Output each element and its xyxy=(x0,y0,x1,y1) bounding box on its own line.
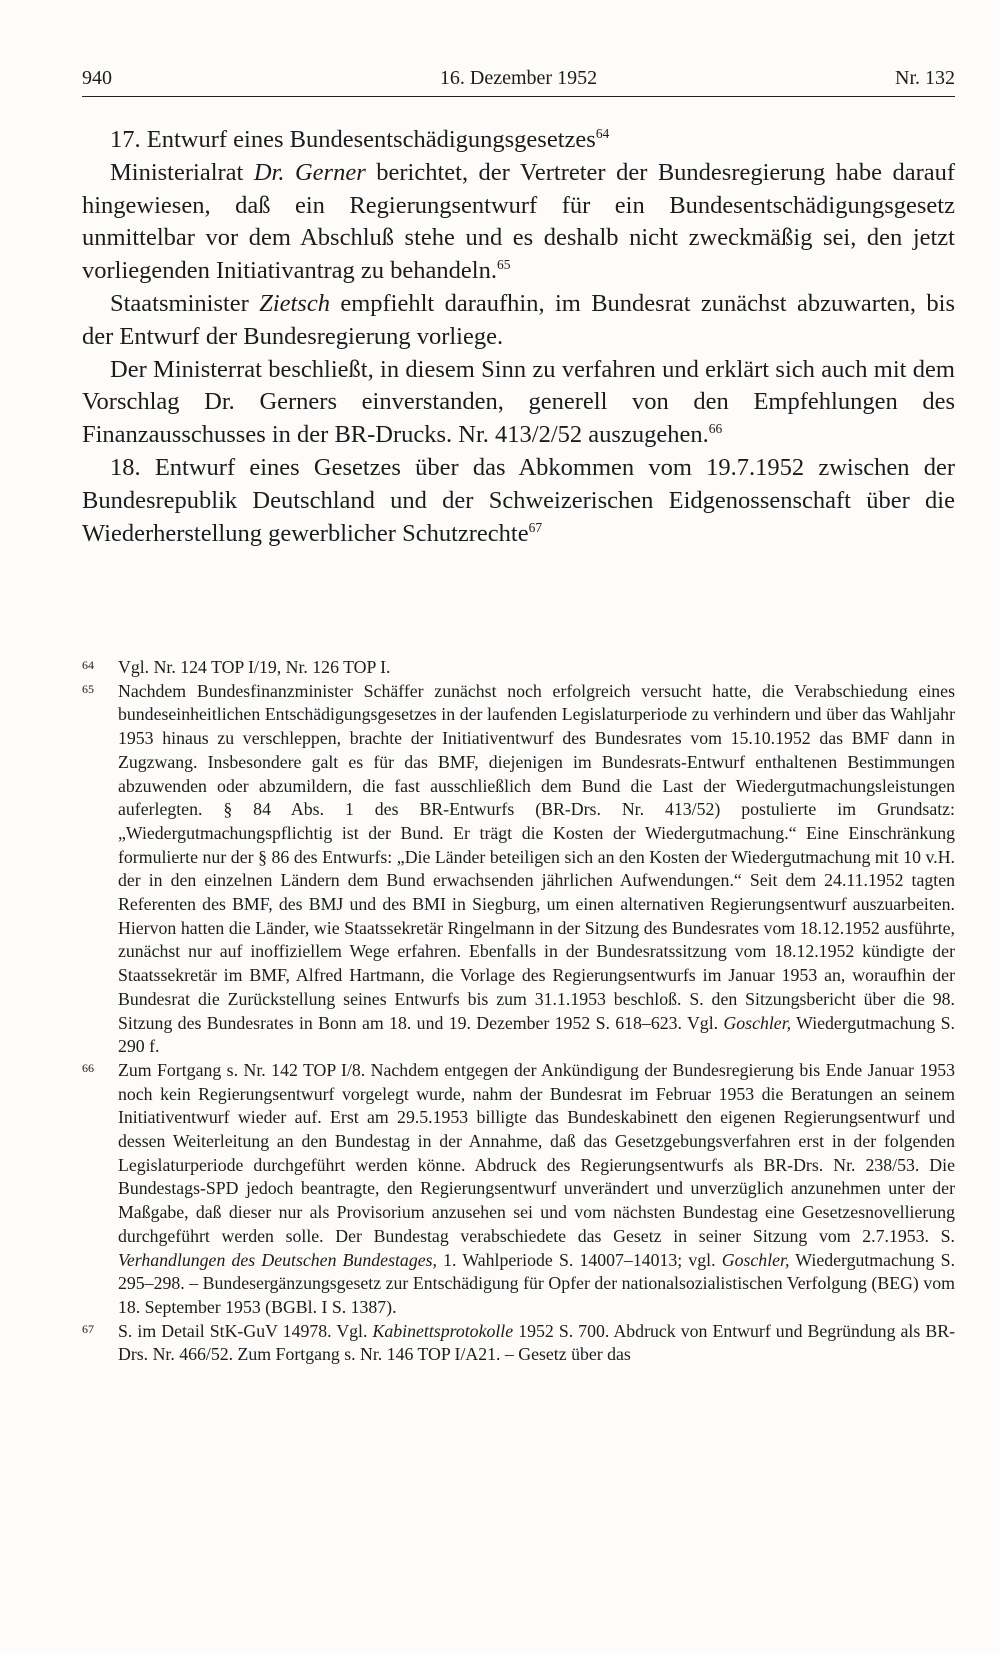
paragraph-gerner-text-a: Ministerialrat xyxy=(110,158,254,186)
header-date: 16. Dezember 1952 xyxy=(439,67,598,89)
footnote-text: Wiedergutmachung S. 290 f. xyxy=(118,1012,955,1057)
footnote-67 xyxy=(82,1320,955,1367)
footnote-ref-67: 67 xyxy=(528,519,543,535)
paragraph-zietsch xyxy=(82,288,955,354)
item-17-title: 17. Entwurf eines Bundesentschädigungsgesetzes xyxy=(110,126,596,153)
running-header xyxy=(82,58,955,98)
footnote-64 xyxy=(82,656,955,680)
item-17-heading xyxy=(82,124,955,157)
footnote-text: 1. Wahlperiode S. 14007–14013; vgl. xyxy=(436,1249,722,1270)
speaker-name-zietsch: Zietsch xyxy=(259,289,330,317)
footnote-number: 65 xyxy=(82,681,94,696)
footnote-66 xyxy=(82,1059,955,1320)
paragraph-zietsch-text-b: empfiehlt daraufhin, im Bundesrat zunächst abzuwarten, bis der Entwurf der Bundesregierung vorliege. xyxy=(82,289,955,350)
footnote-ref-65: 65 xyxy=(496,257,511,273)
page-number: 940 xyxy=(82,67,112,89)
paragraph-decision xyxy=(82,354,955,452)
item-18-heading xyxy=(82,452,955,550)
header-rule xyxy=(82,96,955,97)
footnote-citation-italic: Goschler, xyxy=(721,1249,790,1270)
footnote-citation-italic: Kabinettsprotokolle xyxy=(372,1320,514,1341)
footnote-text: Wiedergutmachung S. 295–298. – Bundesergänzungsgesetz zur Entschädigung für Opfer der nationalsozialistischen Verfolgung (BEG) vom 18. September 1953 (BGBl. I S. 1387). xyxy=(118,1249,956,1317)
main-text xyxy=(82,124,955,550)
footnote-ref-66: 66 xyxy=(708,421,723,437)
paragraph-decision-text: Der Ministerrat beschließt, in diesem Sinn zu verfahren und erklärt sich auch mit dem Vorschlag Dr. Gerners einverstanden, generell von den Empfehlungen des Finanzausschusses in der BR-Drucks. Nr. 413/2/52 auszugehen. xyxy=(82,355,955,449)
footnote-text: 1952 S. 700. Abdruck von Entwurf und Begründung als BR-Drs. Nr. 466/52. Zum Fortgang s. Nr. 146 TOP I/A21. – Gesetz über das xyxy=(118,1320,955,1365)
footnote-65 xyxy=(82,680,955,1059)
footnotes xyxy=(82,656,955,1367)
item-18-title: 18. Entwurf eines Gesetzes über das Abkommen vom 19.7.1952 zwischen der Bundesrepublik Deutschland und der Schweizerischen Eidgenossenschaft über die Wiederherstellung gewerblicher Schutzrechte xyxy=(82,453,955,547)
speaker-name-gerner: Gerner xyxy=(294,158,366,186)
header-issue: Nr. 132 xyxy=(895,67,955,89)
footnote-citation-italic: Goschler, xyxy=(723,1012,792,1033)
paragraph-zietsch-text-a: Staatsminister xyxy=(110,289,260,317)
footnote-number: 64 xyxy=(82,658,94,672)
footnote-text: Zum Fortgang s. Nr. 142 TOP I/8. Nachdem entgegen der Ankündigung der Bundesregierung bis Ende Januar 1953 noch kein Regierungsentwurf vorgelegt wurde, nahm der Bundesrat im Februar 1953 die Beratungen an seinem Initiativentwurf wieder auf. Erst am 29.5.1953 billigte das Bundeskabinett den eigenen Regierungsentwurf und dessen Weiterleitung an den Bundestag in der Annahme, daß das Gesetzgebungsverfahren erst in der folgenden Legislaturperiode durchgeführt werden könne. Abdruck des Regierungsentwurfs als BR-Drs. Nr. 238/53. Die Bundestags-SPD jedoch beantragte, den Regierungsentwurf unverändert und unverzüglich anzunehmen unter der Maßgabe, daß dieser nur als Provisorium anzusehen sei und vom nächsten Bundestag eine Gesetzesnovellierung durchgeführt werden solle. Der Bundestag verabschiedete das Gesetz in seiner Sitzung vom 2.7.1953. S. xyxy=(118,1059,955,1246)
footnote-text: Nachdem Bundesfinanzminister Schäffer zunächst noch erfolgreich versucht hatte, die Verabschiedung eines bundeseinheitlichen Entschädigungsgesetzes in der laufenden Legislaturperiode zu verhindern und über das Wahljahr 1953 hinaus zu verschleppen, brachte der Initiativentwurf des Bundesrates vom 15.10.1952 das BMF dann in Zugzwang. Insbesondere galt es für das BMF, diejenigen im Bundesrats-Entwurf enthaltenen Bestimmungen abzuwenden oder abzumildern, die fast ausschließlich dem Bund die Last der Wiedergutmachungsleistungen auferlegten. § 84 Abs. 1 des BR-Entwurfs (BR-Drs. Nr. 413/52) postulierte im Grundsatz: „Wiedergutmachungspflichtig ist der Bund. Er trägt die Kosten der Wiedergutmachung.“ Eine Einschränkung formulierte nur der § 86 des Entwurfs: „Die Länder beteiligen sich an den Kosten der Wiedergutmachung mit 10 v.H. der in den einzelnen Ländern dem Bund erwachsenden jährlichen Aufwendungen.“ Seit dem 24.11.1952 tagten Referenten des BMF, des BMJ und des BMI in Siegburg, um einen alternativen Regierungsentwurf auszuarbeiten. Hiervon hatten die Länder, wie Staatssekretär Ringelmann in der Sitzung des Bundesrates vom 18.12.1952 ausführte, zunächst nur auf inoffiziellem Wege erfahren. Ebenfalls in der Bundesratssitzung vom 18.12.1952 kündigte der Staatssekretär im BMF, Alfred Hartmann, die Vorlage des Regierungsentwurfs im Januar 1953 an, woraufhin der Bundesrat die Zurückstellung seines Entwurfs bis zum 31.1.1953 beschloß. S. den Sitzungsbericht über die 98. Sitzung des Bundesrates in Bonn am 18. und 19. Dezember 1952 S. 618–623. Vgl. xyxy=(118,680,955,1033)
paragraph-gerner xyxy=(82,157,955,288)
footnote-text: S. im Detail StK-GuV 14978. Vgl. xyxy=(118,1320,373,1341)
footnote-ref-64: 64 xyxy=(595,125,610,141)
speaker-title: Dr. xyxy=(253,158,295,186)
footnote-number: 67 xyxy=(82,1321,94,1336)
footnote-citation-italic: Verhandlungen des Deutschen Bundestages, xyxy=(118,1249,437,1270)
footnote-number: 66 xyxy=(82,1060,94,1075)
footnote-text: Vgl. Nr. 124 TOP I/19, Nr. 126 TOP I. xyxy=(118,657,391,677)
paragraph-gerner-text-b: berichtet, der Vertreter der Bundesregierung habe darauf hingewiesen, daß ein Regierungsentwurf für ein Bundesentschädigungsgesetz unmittelbar vor dem Abschluß stehe und es deshalb nicht zweckmäßig sei, den jetzt vorliegenden Initiativantrag zu behandeln. xyxy=(82,158,956,285)
